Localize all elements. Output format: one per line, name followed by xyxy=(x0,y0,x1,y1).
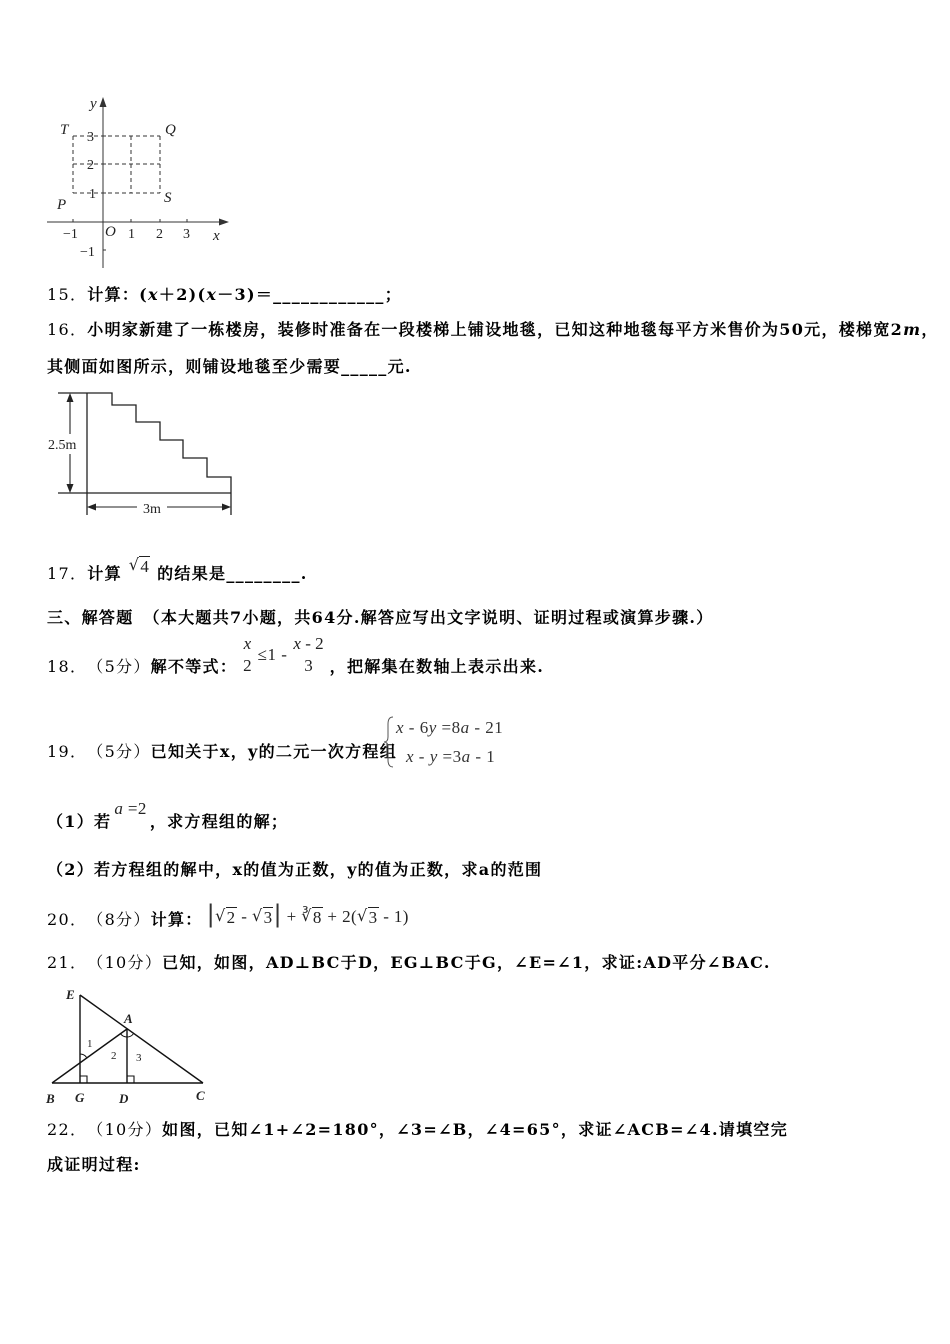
question-21 xyxy=(47,953,771,973)
equation-system-brace xyxy=(378,714,398,772)
height-arrow-top xyxy=(67,393,74,402)
variable-y: y xyxy=(429,747,438,766)
sqrt-3 xyxy=(252,905,274,927)
point-d-label: D xyxy=(119,1091,129,1106)
equation-part: =8 xyxy=(436,718,461,737)
question-text: 成证明过程: xyxy=(47,1155,141,1174)
right-angle-mark-g xyxy=(80,1076,87,1083)
question-score: （8分） xyxy=(87,910,151,929)
question-16-line-2 xyxy=(47,357,412,377)
expression-part: ＋2)( xyxy=(158,285,207,304)
x-axis-arrow xyxy=(219,219,229,226)
part-label: （2） xyxy=(47,860,95,879)
question-text: 小明家新建了一栋楼房，装修时准备在一段楼梯上铺设地毯，已知这种地毯每平方米售价为 xyxy=(87,320,780,339)
origin-label: O xyxy=(105,224,116,240)
y-axis-arrow xyxy=(100,97,107,107)
question-text: 的结果是 xyxy=(150,564,227,583)
question-22-line-1 xyxy=(47,1120,788,1140)
angle-2-arc xyxy=(121,1034,128,1037)
question-score: （10分） xyxy=(87,1120,163,1139)
fraction-numerator: x xyxy=(243,634,252,653)
point-a-label: A xyxy=(124,1011,133,1026)
point-b-label: B xyxy=(46,1091,55,1106)
question-19-part-1 xyxy=(47,799,289,832)
question-text: 如图，已知∠1+∠2=180°，∠3=∠B，∠4=65°，求证∠ACB=∠4.请填空完 xyxy=(162,1120,789,1139)
question-20 xyxy=(47,900,409,930)
variable-x: x xyxy=(148,285,159,304)
width-arrow-right xyxy=(222,504,231,511)
right-angle-mark-d xyxy=(127,1076,134,1083)
price-value: 50 xyxy=(779,320,805,339)
abs-bar-left: | xyxy=(206,900,216,928)
y-tick-label-neg1: −1 xyxy=(80,245,95,260)
variable-x: x xyxy=(396,718,405,737)
height-label: 2.5m xyxy=(48,438,77,453)
sqrt-2 xyxy=(215,905,237,927)
cube-root-sign: ∛ xyxy=(301,906,312,925)
question-text: ，把解集在数轴上表示出来. xyxy=(329,657,545,676)
section-note: （本大题共7小题，共64分.解答应写出文字说明、证明过程或演算步骤.） xyxy=(143,608,714,627)
operator-plus-2: + 2( xyxy=(322,907,358,926)
radical-sign: √ xyxy=(128,555,140,574)
equation-part: - 21 xyxy=(469,718,504,737)
question-number: 15． xyxy=(47,285,88,304)
question-score: （5分） xyxy=(87,657,151,676)
point-p-label: P xyxy=(57,197,67,213)
expression-tail: - 1) xyxy=(378,907,409,926)
width-label: 3m xyxy=(143,502,161,517)
question-17 xyxy=(47,555,308,584)
equation-part: - 6 xyxy=(404,718,429,737)
question-16-line-1 xyxy=(47,320,939,340)
equation-part: - 1 xyxy=(470,747,496,766)
question-score: （10分） xyxy=(87,953,163,972)
abs-bar-right: | xyxy=(273,900,282,928)
point-e-label: E xyxy=(66,987,75,1002)
question-18 xyxy=(47,633,544,677)
question-text: 其侧面如图所示，则铺设地毯至少需要 xyxy=(47,357,342,376)
point-s-label: S xyxy=(164,190,172,206)
fraction-numerator xyxy=(293,633,323,655)
radicand: 8 xyxy=(312,908,322,927)
numerator-rest: - 2 xyxy=(300,634,324,653)
part-text: ，求方程组的解； xyxy=(149,812,289,831)
variable-a: a xyxy=(461,747,471,766)
x-tick-label-neg1: −1 xyxy=(63,227,78,242)
question-19 xyxy=(47,742,397,762)
x-tick-label-3: 3 xyxy=(183,227,190,242)
operator-minus: - xyxy=(236,907,252,926)
question-number: 22． xyxy=(47,1120,88,1139)
variable-a: a xyxy=(114,799,124,818)
radicand: 3 xyxy=(368,908,378,927)
cube-root-8 xyxy=(301,905,323,927)
question-text: 已知关于x，y的二元一次方程组 xyxy=(150,742,397,761)
section-3-heading xyxy=(47,608,714,628)
x-axis-label: x xyxy=(213,228,220,244)
stairs-figure xyxy=(0,385,260,525)
variable-a: a xyxy=(460,718,470,737)
width-arrow-left xyxy=(87,504,96,511)
answer-blank: ________ xyxy=(226,564,301,583)
y-tick-label-1: 1 xyxy=(89,187,96,202)
operator-plus: + xyxy=(281,907,302,926)
angle-3-label: 3 xyxy=(136,1052,142,1064)
x-tick-label-2: 2 xyxy=(156,227,163,242)
question-22-line-2 xyxy=(47,1155,141,1175)
question-text: 元，楼梯宽 xyxy=(804,320,891,339)
width-value: 2 xyxy=(890,320,904,339)
question-end: 元. xyxy=(387,357,412,376)
expression-part: －3)＝ xyxy=(217,285,274,304)
question-text: 计算： xyxy=(87,285,140,304)
question-number: 19． xyxy=(47,742,88,761)
inequality-relation: ≤1 - xyxy=(257,645,288,664)
fraction-x-minus-2-over-3 xyxy=(293,633,323,677)
calculation-expression xyxy=(207,901,409,927)
variable-x: x xyxy=(406,747,415,766)
fraction-denominator: 2 xyxy=(243,656,252,675)
x-tick-label-1: 1 xyxy=(128,227,135,242)
sqrt-3 xyxy=(357,905,379,927)
question-number: 17． xyxy=(47,564,88,583)
question-19-part-2 xyxy=(47,860,542,880)
fraction-denominator: 3 xyxy=(304,656,313,675)
condition-a-equals-2 xyxy=(114,799,146,819)
brace-icon xyxy=(384,717,393,767)
part-text: 若方程组的解中，x的值为正数，y的值为正数，求a的范围 xyxy=(94,860,543,879)
equation-2 xyxy=(406,748,495,766)
question-number: 18． xyxy=(47,657,88,676)
point-q-label: Q xyxy=(165,122,176,138)
question-text: ， xyxy=(921,320,939,339)
angle-1-arc xyxy=(80,1054,87,1057)
part-label: （1） xyxy=(47,812,95,831)
equation-1 xyxy=(396,719,503,737)
section-title: 三、解答题 xyxy=(47,608,134,627)
radical-sign: √ xyxy=(357,906,368,925)
expression-part: ( xyxy=(139,285,149,304)
radical-sign: √ xyxy=(215,906,226,925)
coordinate-plane-figure xyxy=(0,90,260,275)
y-axis-label: y xyxy=(90,96,97,112)
point-g-label: G xyxy=(75,1090,85,1105)
sqrt-expression xyxy=(129,554,151,576)
condition-value: =2 xyxy=(123,799,147,818)
question-number: 20． xyxy=(47,910,88,929)
question-number: 16． xyxy=(47,320,88,339)
point-t-label: T xyxy=(60,122,69,138)
height-arrow-bottom xyxy=(67,484,74,493)
radicand: 3 xyxy=(263,908,273,927)
question-score: （5分） xyxy=(87,742,151,761)
stair-profile xyxy=(87,393,231,515)
point-c-label: C xyxy=(196,1088,205,1103)
width-unit: m xyxy=(903,320,922,339)
variable-x: x xyxy=(293,634,301,653)
y-tick-label-2: 2 xyxy=(87,158,94,173)
variable-y: y xyxy=(428,718,437,737)
answer-blank: _____ xyxy=(341,357,388,376)
question-text: 解不等式： xyxy=(150,657,238,676)
variable-x: x xyxy=(206,285,218,304)
fraction-x-over-2 xyxy=(243,633,252,677)
radical-sign: √ xyxy=(251,906,263,925)
angle-1-label: 1 xyxy=(87,1038,93,1050)
question-15 xyxy=(47,285,402,305)
triangle-figure xyxy=(0,982,260,1107)
question-text: 已知，如图，AD⊥BC于D，EG⊥BC于G，∠E=∠1，求证:AD平分∠BAC. xyxy=(162,953,771,972)
angle-2-label: 2 xyxy=(111,1050,117,1062)
radicand: 2 xyxy=(226,908,236,927)
answer-blank: ____________ xyxy=(273,285,385,304)
question-end: ； xyxy=(384,285,403,304)
equation-part: - xyxy=(414,747,430,766)
question-number: 21． xyxy=(47,953,88,972)
segment-ec xyxy=(80,995,203,1083)
part-text: 若 xyxy=(94,812,112,831)
question-end: . xyxy=(300,564,308,583)
question-text: 计算 xyxy=(87,564,129,583)
equation-part: =3 xyxy=(437,747,462,766)
y-tick-label-3: 3 xyxy=(87,130,94,145)
radicand: 4 xyxy=(140,557,150,576)
question-text: 计算： xyxy=(150,910,203,929)
angle-3-arc xyxy=(127,1034,134,1037)
